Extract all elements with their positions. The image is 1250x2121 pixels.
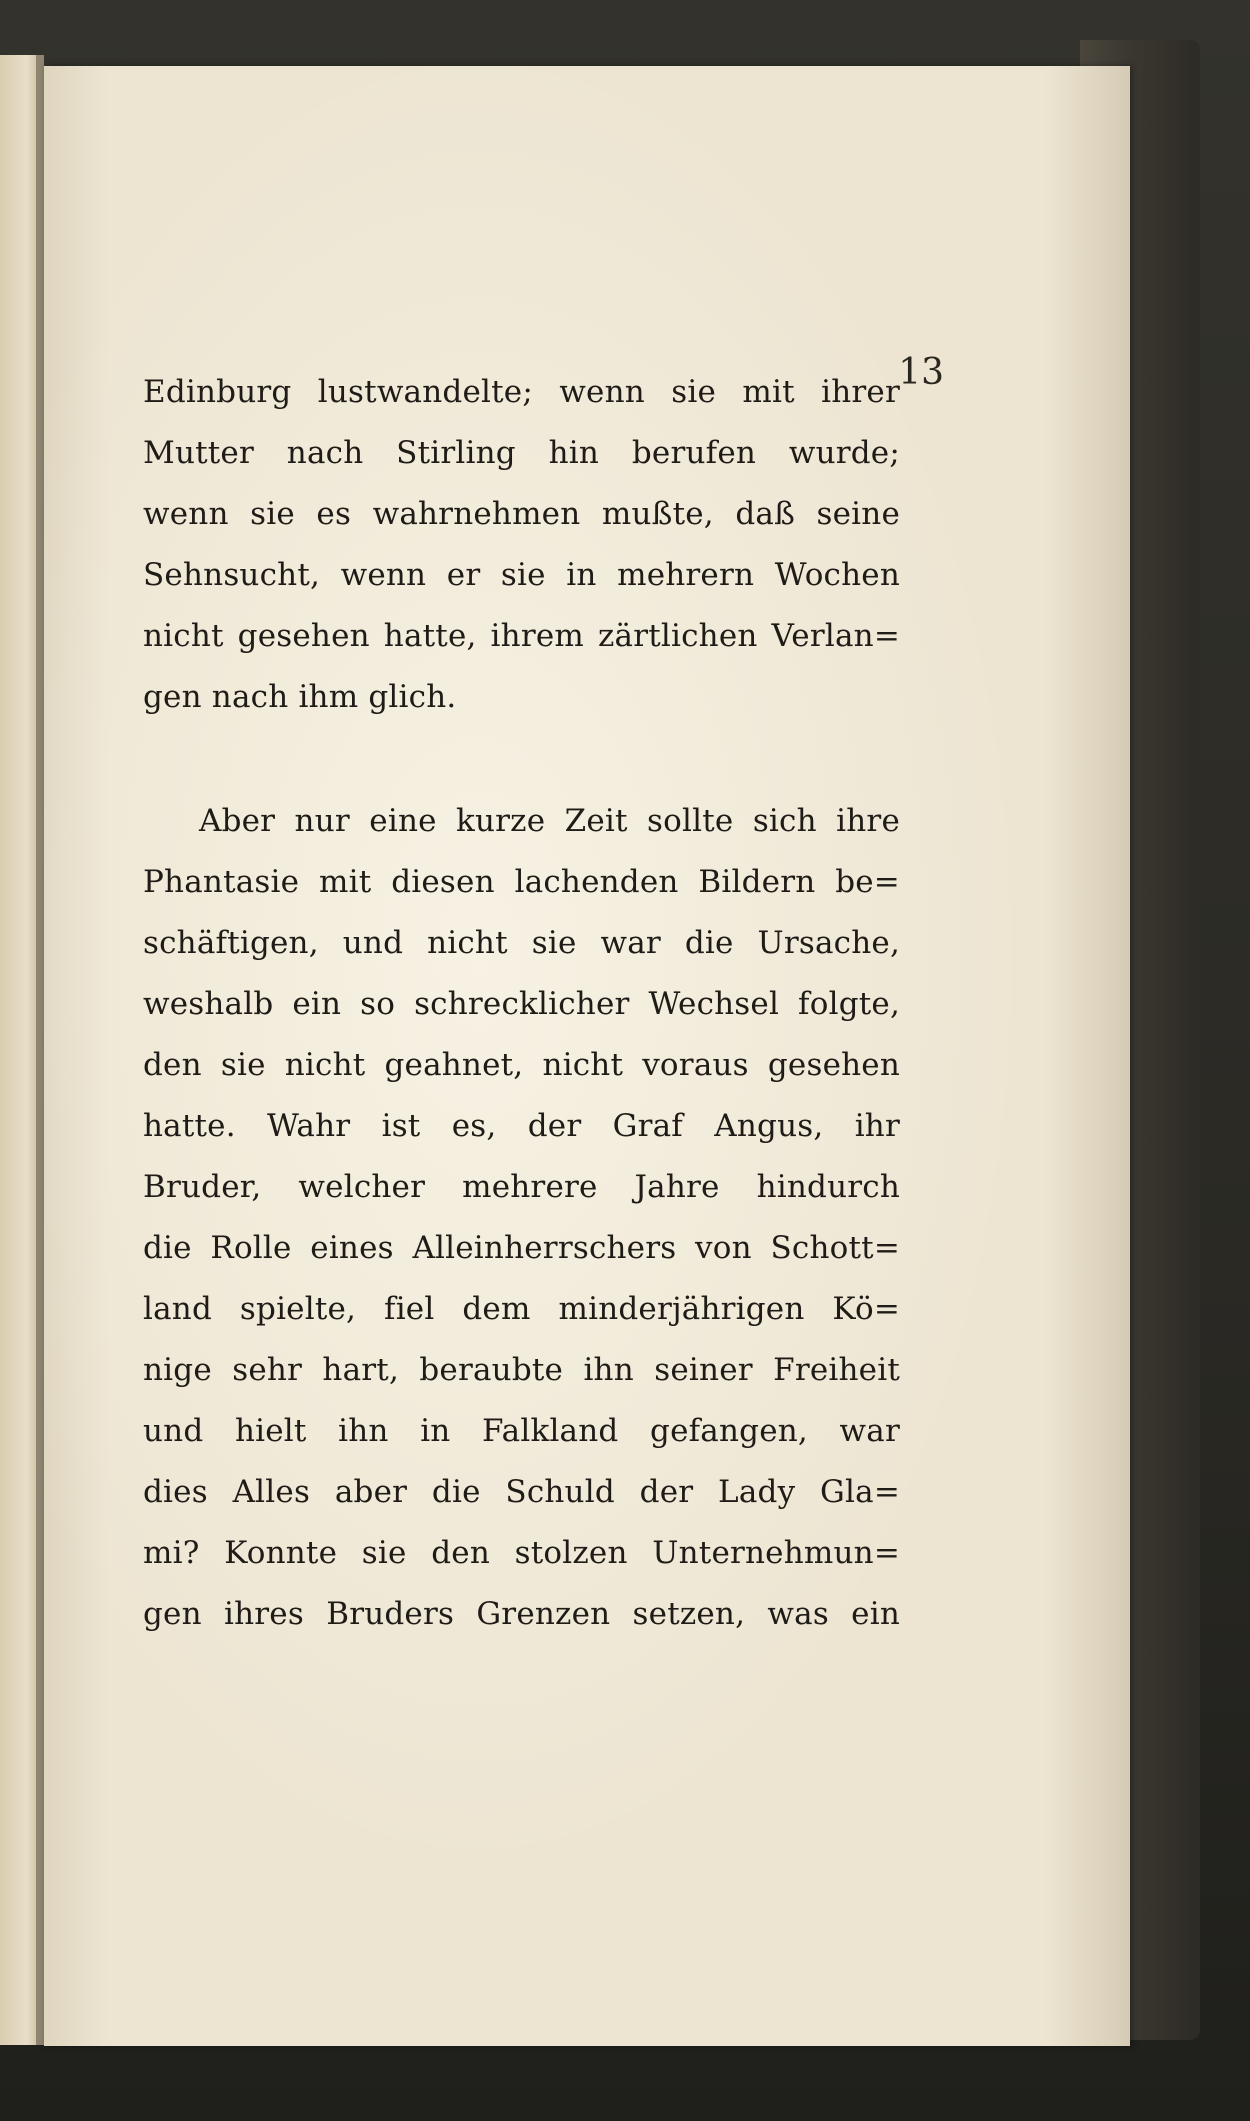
paragraph-spacer (143, 728, 900, 791)
paragraph-2 (143, 791, 900, 1645)
text-line: hatte. Wahr ist es, der Graf Angus, ihr (143, 1108, 900, 1144)
paragraph-1 (143, 362, 900, 728)
text-line: Mutter nach Stirling hin berufen wurde; (143, 435, 900, 471)
text-line: mi? Konnte sie den stolzen Unternehmun= (143, 1535, 900, 1571)
text-line: wenn sie es wahrnehmen mußte, daß seine (143, 496, 900, 532)
text-line: Edinburg lustwandelte; wenn sie mit ihrer (143, 374, 900, 410)
text-line: Phantasie mit diesen lachenden Bildern be= (143, 864, 900, 900)
text-line: schäftigen, und nicht sie war die Ursache, (143, 925, 900, 961)
text-line: die Rolle eines Alleinherrschers von Schott= (143, 1230, 900, 1266)
text-line: land spielte, fiel dem minderjährigen Kö= (143, 1291, 900, 1327)
text-line: den sie nicht geahnet, nicht voraus gesehen (143, 1047, 900, 1083)
page-text (143, 362, 900, 1645)
text-line: nicht gesehen hatte, ihrem zärtlichen Verlan= (143, 618, 900, 654)
text-line: nige sehr hart, beraubte ihn seiner Freiheit (143, 1352, 900, 1388)
text-line: Bruder, welcher mehrere Jahre hindurch (143, 1169, 900, 1205)
text-line: und hielt ihn in Falkland gefangen, war (143, 1413, 900, 1449)
book-gutter (36, 55, 44, 2045)
page-number: 13 (898, 352, 944, 393)
text-line: Sehnsucht, wenn er sie in mehrern Wochen (143, 557, 900, 593)
text-line: Aber nur eine kurze Zeit sollte sich ihre (199, 803, 900, 839)
previous-page-edge (0, 55, 38, 2045)
text-line: gen ihres Bruders Grenzen setzen, was ein (143, 1596, 900, 1632)
text-line: dies Alles aber die Schuld der Lady Gla= (143, 1474, 900, 1510)
text-line: gen nach ihm glich. (143, 679, 457, 715)
text-line: weshalb ein so schrecklicher Wechsel folgte, (143, 986, 900, 1022)
